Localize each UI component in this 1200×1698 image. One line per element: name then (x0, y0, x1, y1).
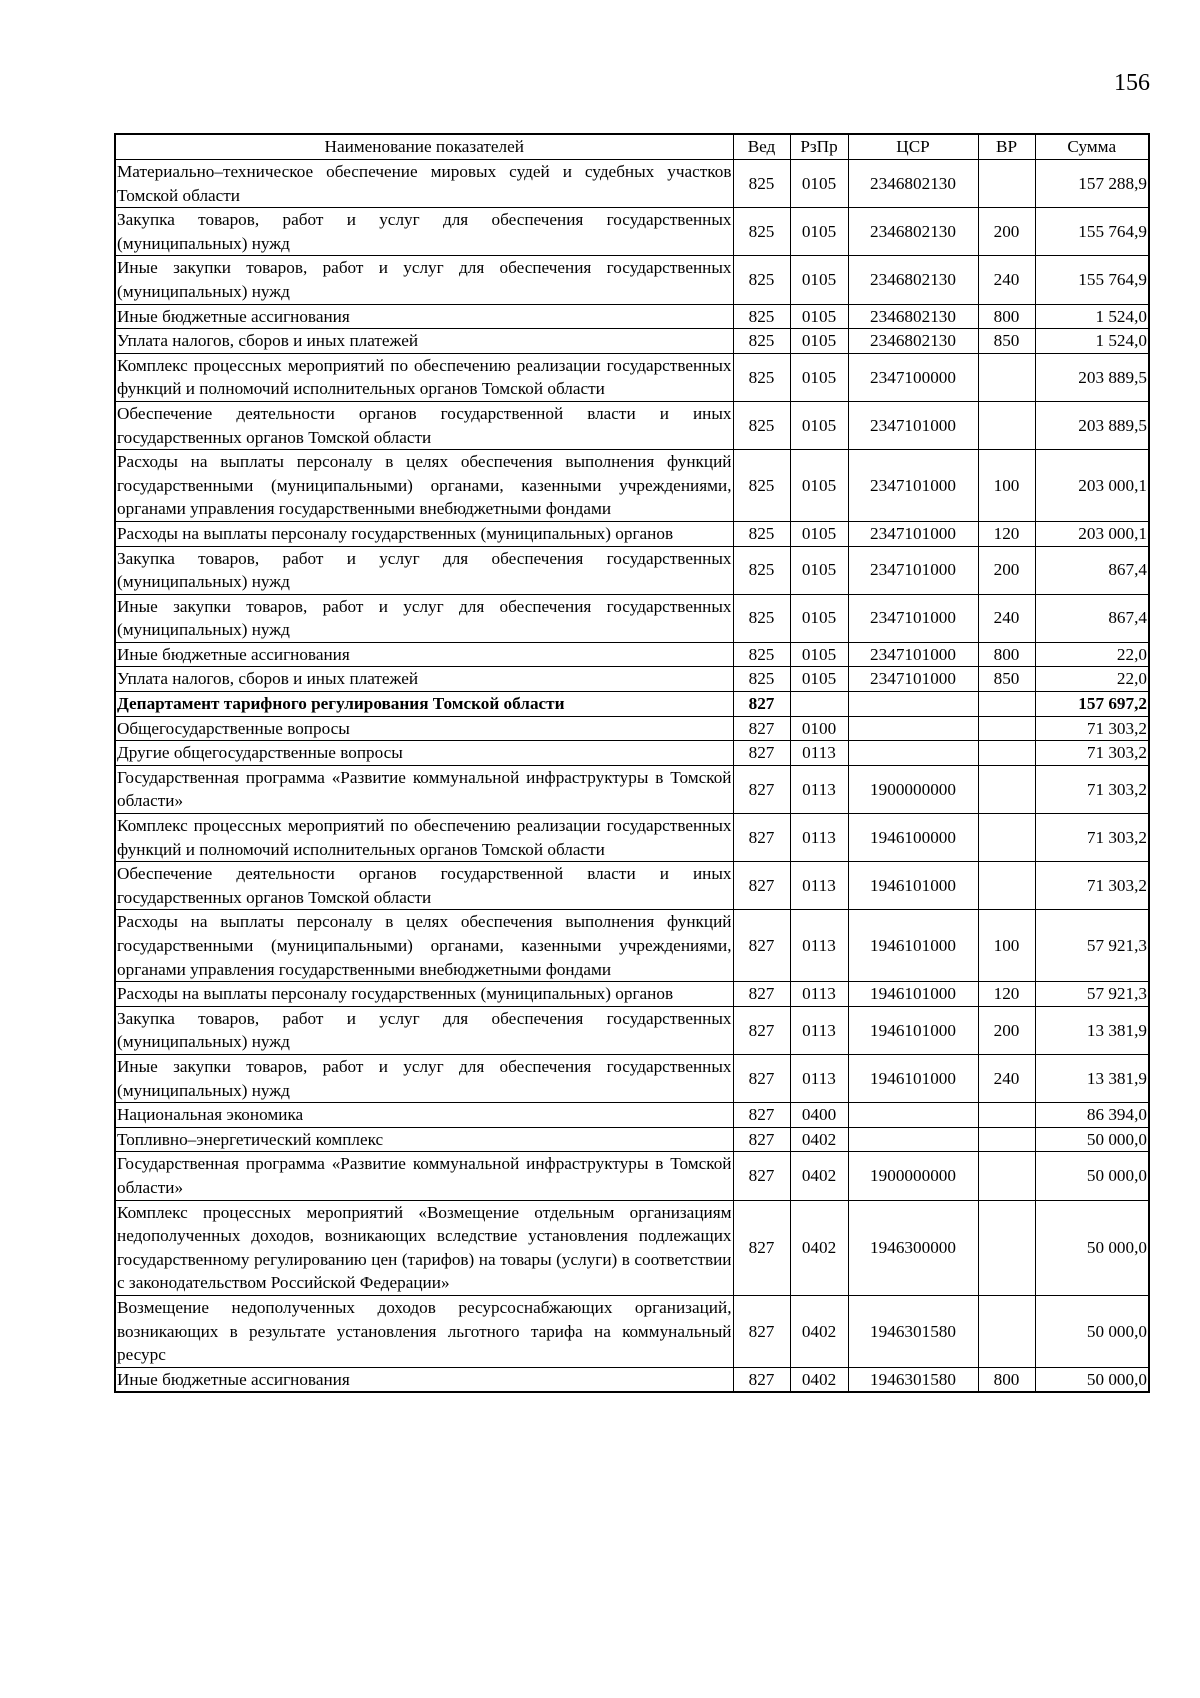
cell-rzpr: 0105 (790, 304, 848, 329)
cell-csr: 2346802130 (848, 208, 978, 256)
cell-vr: 120 (978, 521, 1035, 546)
table-row (115, 1152, 1149, 1200)
cell-sum: 1 524,0 (1035, 329, 1149, 354)
cell-name: Комплекс процессных мероприятий по обеспечению реализации государственных функций и полномочий исполнительных органов Томской области (115, 353, 733, 401)
cell-ved: 827 (733, 1367, 790, 1392)
cell-name: Возмещение недополученных доходов ресурсоснабжающих организаций, возникающих в результате установления льготного тарифа на коммунальный ресурс (115, 1295, 733, 1367)
cell-ved: 827 (733, 1006, 790, 1054)
table-row (115, 304, 1149, 329)
cell-csr: 1946300000 (848, 1200, 978, 1295)
budget-table (114, 133, 1150, 1393)
cell-rzpr: 0113 (790, 765, 848, 813)
table-row (115, 1006, 1149, 1054)
cell-ved: 825 (733, 667, 790, 692)
cell-name: Закупка товаров, работ и услуг для обеспечения государственных (муниципальных) нужд (115, 208, 733, 256)
header-vr: ВР (978, 134, 1035, 160)
cell-ved: 827 (733, 1054, 790, 1102)
cell-sum: 71 303,2 (1035, 862, 1149, 910)
cell-name: Другие общегосударственные вопросы (115, 741, 733, 766)
header-sum: Сумма (1035, 134, 1149, 160)
cell-rzpr: 0105 (790, 401, 848, 449)
cell-name: Материально–техническое обеспечение мировых судей и судебных участков Томской области (115, 160, 733, 208)
cell-ved: 825 (733, 353, 790, 401)
cell-ved: 827 (733, 1295, 790, 1367)
cell-csr: 2347101000 (848, 667, 978, 692)
cell-name: Закупка товаров, работ и услуг для обеспечения государственных (муниципальных) нужд (115, 546, 733, 594)
cell-vr (978, 1200, 1035, 1295)
cell-name: Закупка товаров, работ и услуг для обеспечения государственных (муниципальных) нужд (115, 1006, 733, 1054)
cell-name: Расходы на выплаты персоналу государственных (муниципальных) органов (115, 521, 733, 546)
cell-ved: 825 (733, 546, 790, 594)
cell-name: Расходы на выплаты персоналу в целях обеспечения выполнения функций государственными (муниципальными) органами, казенными учреждениями, органами управления государственными внебюджетными фондами (115, 910, 733, 982)
cell-sum: 157 288,9 (1035, 160, 1149, 208)
table-row (115, 594, 1149, 642)
cell-rzpr: 0402 (790, 1367, 848, 1392)
cell-vr (978, 814, 1035, 862)
cell-sum: 50 000,0 (1035, 1200, 1149, 1295)
cell-rzpr: 0105 (790, 594, 848, 642)
cell-csr: 1946100000 (848, 814, 978, 862)
cell-sum: 50 000,0 (1035, 1367, 1149, 1392)
cell-sum: 13 381,9 (1035, 1054, 1149, 1102)
cell-sum: 57 921,3 (1035, 982, 1149, 1007)
cell-rzpr: 0105 (790, 329, 848, 354)
cell-csr: 1946301580 (848, 1367, 978, 1392)
cell-name: Иные бюджетные ассигнования (115, 642, 733, 667)
cell-vr (978, 692, 1035, 717)
cell-sum: 50 000,0 (1035, 1127, 1149, 1152)
table-row (115, 910, 1149, 982)
cell-vr (978, 1103, 1035, 1128)
cell-csr (848, 692, 978, 717)
cell-rzpr: 0113 (790, 910, 848, 982)
cell-csr: 2347101000 (848, 521, 978, 546)
cell-sum: 1 524,0 (1035, 304, 1149, 329)
cell-vr (978, 716, 1035, 741)
cell-vr: 200 (978, 546, 1035, 594)
table-row (115, 450, 1149, 522)
cell-rzpr: 0113 (790, 982, 848, 1007)
cell-rzpr: 0402 (790, 1127, 848, 1152)
page-number: 156 (1114, 70, 1150, 96)
cell-sum: 71 303,2 (1035, 741, 1149, 766)
cell-name: Уплата налогов, сборов и иных платежей (115, 667, 733, 692)
table-row (115, 353, 1149, 401)
cell-sum: 157 697,2 (1035, 692, 1149, 717)
header-csr: ЦСР (848, 134, 978, 160)
cell-vr (978, 862, 1035, 910)
cell-name: Иные закупки товаров, работ и услуг для обеспечения государственных (муниципальных) нужд (115, 1054, 733, 1102)
cell-sum: 57 921,3 (1035, 910, 1149, 982)
table-body (115, 160, 1149, 1393)
cell-sum: 155 764,9 (1035, 208, 1149, 256)
cell-ved: 827 (733, 1200, 790, 1295)
table-row (115, 642, 1149, 667)
cell-csr (848, 741, 978, 766)
table-row (115, 862, 1149, 910)
cell-vr: 100 (978, 450, 1035, 522)
cell-sum: 50 000,0 (1035, 1152, 1149, 1200)
cell-csr: 2347101000 (848, 642, 978, 667)
cell-rzpr: 0100 (790, 716, 848, 741)
cell-name: Обеспечение деятельности органов государственной власти и иных государственных органов Томской области (115, 862, 733, 910)
cell-vr: 850 (978, 667, 1035, 692)
cell-name: Топливно–энергетический комплекс (115, 1127, 733, 1152)
cell-ved: 825 (733, 329, 790, 354)
cell-rzpr: 0105 (790, 256, 848, 304)
cell-name: Департамент тарифного регулирования Томской области (115, 692, 733, 717)
cell-sum: 203 000,1 (1035, 450, 1149, 522)
cell-vr: 200 (978, 1006, 1035, 1054)
table-row (115, 667, 1149, 692)
cell-vr: 800 (978, 1367, 1035, 1392)
cell-vr: 800 (978, 304, 1035, 329)
cell-name: Иные бюджетные ассигнования (115, 304, 733, 329)
header-name: Наименование показателей (115, 134, 733, 160)
table-row (115, 208, 1149, 256)
cell-sum: 203 889,5 (1035, 353, 1149, 401)
cell-csr: 2346802130 (848, 329, 978, 354)
cell-csr: 1946301580 (848, 1295, 978, 1367)
cell-ved: 825 (733, 256, 790, 304)
cell-vr (978, 741, 1035, 766)
cell-csr: 1946101000 (848, 910, 978, 982)
cell-ved: 825 (733, 521, 790, 546)
cell-name: Общегосударственные вопросы (115, 716, 733, 741)
cell-sum: 867,4 (1035, 546, 1149, 594)
cell-ved: 827 (733, 1103, 790, 1128)
cell-sum: 203 889,5 (1035, 401, 1149, 449)
cell-sum: 86 394,0 (1035, 1103, 1149, 1128)
table-row (115, 521, 1149, 546)
cell-vr: 850 (978, 329, 1035, 354)
cell-name: Расходы на выплаты персоналу государственных (муниципальных) органов (115, 982, 733, 1007)
cell-name: Комплекс процессных мероприятий «Возмещение отдельным организациям недополученных доходов, возникающих вследствие установления подлежащих государственному регулированию цен (тарифов) на товары (услуги) в соответствии с законодательством Российской Федерации» (115, 1200, 733, 1295)
cell-vr (978, 401, 1035, 449)
cell-name: Иные закупки товаров, работ и услуг для обеспечения государственных (муниципальных) нужд (115, 256, 733, 304)
cell-vr (978, 1295, 1035, 1367)
cell-rzpr: 0105 (790, 353, 848, 401)
cell-vr: 800 (978, 642, 1035, 667)
cell-name: Государственная программа «Развитие коммунальной инфраструктуры в Томской области» (115, 1152, 733, 1200)
cell-csr (848, 1103, 978, 1128)
table-row (115, 256, 1149, 304)
cell-name: Государственная программа «Развитие коммунальной инфраструктуры в Томской области» (115, 765, 733, 813)
cell-sum: 71 303,2 (1035, 765, 1149, 813)
cell-csr: 2346802130 (848, 160, 978, 208)
cell-sum: 22,0 (1035, 667, 1149, 692)
cell-vr (978, 765, 1035, 813)
cell-csr: 2346802130 (848, 304, 978, 329)
cell-ved: 827 (733, 910, 790, 982)
cell-ved: 825 (733, 642, 790, 667)
cell-csr: 2347101000 (848, 401, 978, 449)
cell-rzpr: 0105 (790, 160, 848, 208)
cell-csr: 2346802130 (848, 256, 978, 304)
cell-ved: 825 (733, 594, 790, 642)
cell-csr: 2347101000 (848, 450, 978, 522)
cell-name: Расходы на выплаты персоналу в целях обеспечения выполнения функций государственными (муниципальными) органами, казенными учреждениями, органами управления государственными внебюджетными фондами (115, 450, 733, 522)
cell-rzpr: 0113 (790, 741, 848, 766)
cell-sum: 867,4 (1035, 594, 1149, 642)
cell-vr: 240 (978, 594, 1035, 642)
cell-csr: 1946101000 (848, 1006, 978, 1054)
cell-rzpr: 0402 (790, 1200, 848, 1295)
cell-ved: 825 (733, 160, 790, 208)
cell-ved: 825 (733, 208, 790, 256)
cell-sum: 155 764,9 (1035, 256, 1149, 304)
table-row (115, 1367, 1149, 1392)
cell-csr: 1946101000 (848, 982, 978, 1007)
cell-vr (978, 353, 1035, 401)
cell-ved: 827 (733, 716, 790, 741)
cell-vr: 240 (978, 256, 1035, 304)
cell-name: Уплата налогов, сборов и иных платежей (115, 329, 733, 354)
table-row (115, 814, 1149, 862)
cell-vr: 100 (978, 910, 1035, 982)
cell-sum: 50 000,0 (1035, 1295, 1149, 1367)
cell-csr: 1946101000 (848, 1054, 978, 1102)
cell-ved: 825 (733, 304, 790, 329)
cell-csr: 2347101000 (848, 594, 978, 642)
table-row (115, 401, 1149, 449)
cell-csr: 2347100000 (848, 353, 978, 401)
cell-vr (978, 1127, 1035, 1152)
cell-rzpr: 0113 (790, 1054, 848, 1102)
cell-name: Иные бюджетные ассигнования (115, 1367, 733, 1392)
cell-rzpr: 0105 (790, 208, 848, 256)
cell-rzpr: 0105 (790, 546, 848, 594)
cell-rzpr (790, 692, 848, 717)
header-ved: Вед (733, 134, 790, 160)
table-row (115, 546, 1149, 594)
cell-rzpr: 0402 (790, 1152, 848, 1200)
cell-rzpr: 0105 (790, 667, 848, 692)
cell-csr: 2347101000 (848, 546, 978, 594)
cell-name: Обеспечение деятельности органов государственной власти и иных государственных органов Томской области (115, 401, 733, 449)
cell-rzpr: 0113 (790, 814, 848, 862)
cell-name: Комплекс процессных мероприятий по обеспечению реализации государственных функций и полномочий исполнительных органов Томской области (115, 814, 733, 862)
cell-sum: 71 303,2 (1035, 814, 1149, 862)
cell-csr (848, 716, 978, 741)
table-row (115, 741, 1149, 766)
cell-rzpr: 0113 (790, 862, 848, 910)
cell-rzpr: 0400 (790, 1103, 848, 1128)
cell-csr: 1946101000 (848, 862, 978, 910)
cell-name: Иные закупки товаров, работ и услуг для обеспечения государственных (муниципальных) нужд (115, 594, 733, 642)
table-row (115, 716, 1149, 741)
table-row (115, 329, 1149, 354)
cell-csr: 1900000000 (848, 1152, 978, 1200)
cell-vr (978, 160, 1035, 208)
cell-csr: 1900000000 (848, 765, 978, 813)
table-row (115, 765, 1149, 813)
cell-vr (978, 1152, 1035, 1200)
cell-ved: 827 (733, 692, 790, 717)
table-row (115, 160, 1149, 208)
cell-ved: 827 (733, 1152, 790, 1200)
cell-rzpr: 0402 (790, 1295, 848, 1367)
cell-ved: 827 (733, 814, 790, 862)
cell-sum: 203 000,1 (1035, 521, 1149, 546)
cell-csr (848, 1127, 978, 1152)
table-row (115, 1200, 1149, 1295)
cell-sum: 71 303,2 (1035, 716, 1149, 741)
table-header-row (115, 134, 1149, 160)
cell-sum: 13 381,9 (1035, 1006, 1149, 1054)
cell-ved: 825 (733, 450, 790, 522)
cell-rzpr: 0113 (790, 1006, 848, 1054)
cell-rzpr: 0105 (790, 450, 848, 522)
cell-ved: 827 (733, 1127, 790, 1152)
cell-ved: 827 (733, 765, 790, 813)
table-row (115, 982, 1149, 1007)
cell-vr: 120 (978, 982, 1035, 1007)
cell-rzpr: 0105 (790, 521, 848, 546)
cell-ved: 825 (733, 401, 790, 449)
table-row (115, 1127, 1149, 1152)
table-row (115, 1054, 1149, 1102)
header-rzpr: РзПр (790, 134, 848, 160)
cell-rzpr: 0105 (790, 642, 848, 667)
cell-ved: 827 (733, 982, 790, 1007)
cell-ved: 827 (733, 741, 790, 766)
cell-name: Национальная экономика (115, 1103, 733, 1128)
cell-vr: 200 (978, 208, 1035, 256)
table-row (115, 1103, 1149, 1128)
table-row (115, 692, 1149, 717)
cell-sum: 22,0 (1035, 642, 1149, 667)
table-row (115, 1295, 1149, 1367)
cell-ved: 827 (733, 862, 790, 910)
cell-vr: 240 (978, 1054, 1035, 1102)
